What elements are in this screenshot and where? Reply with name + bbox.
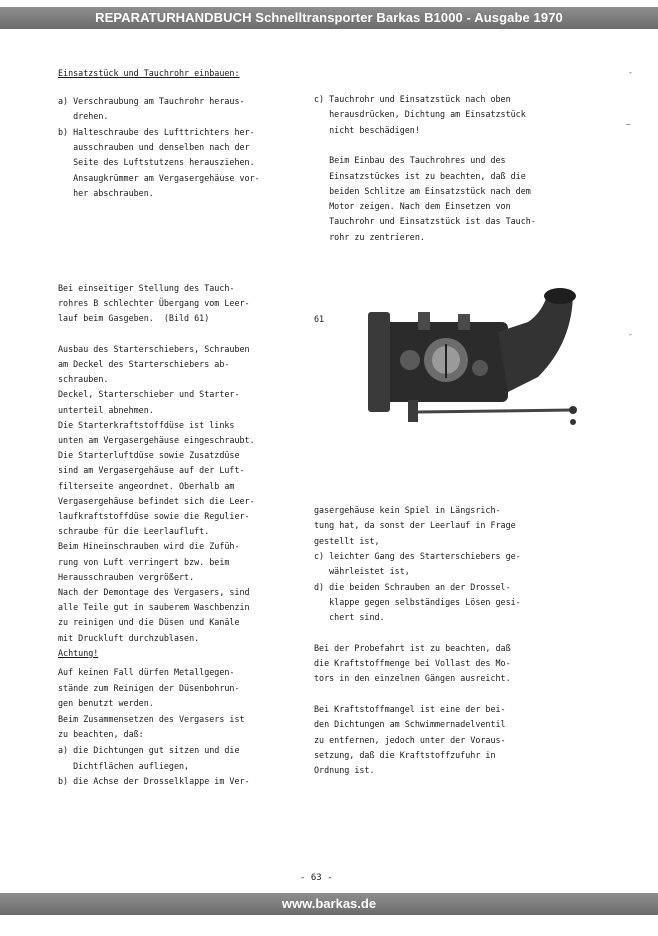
text-line: b) die Achse der Drosselklappe im Ver- bbox=[58, 776, 250, 787]
text-line: tors in den einzelnen Gängen ausreicht. bbox=[314, 673, 511, 684]
text-line: mit Druckluft durchzublasen. bbox=[58, 632, 200, 643]
text-line: den Dichtungen am Schwimmernadelventil bbox=[314, 719, 506, 730]
text-line: ausschrauben und denselben nach der bbox=[58, 141, 250, 152]
text-line: chert sind. bbox=[314, 612, 385, 623]
footer-banner: www.barkas.de bbox=[0, 893, 658, 915]
text-line: schrauben. bbox=[58, 374, 109, 385]
text-line: setzung, daß die Kraftstoffzufuhr in bbox=[314, 749, 496, 760]
text-line: Die Starterluftdüse sowie Zusatzdüse bbox=[58, 450, 240, 461]
text-line: am Deckel des Starterschiebers ab- bbox=[58, 359, 230, 369]
text-line: rohres B schlechter Übergang vom Leer- bbox=[58, 298, 250, 309]
text-line: b) Halteschraube des Lufttrichters her- bbox=[58, 126, 255, 137]
text-line: Ordnung ist. bbox=[314, 765, 375, 776]
text-line: laufkraftstoffdüse sowie die Regulier- bbox=[58, 511, 250, 521]
text-line: Beim Einbau des Tauchrohres und des bbox=[314, 155, 506, 166]
text-line: tung hat, da sonst der Leerlauf in Frage bbox=[314, 520, 516, 531]
figure-number: 61 bbox=[314, 314, 325, 324]
text-line: c) Tauchrohr und Einsatzstück nach oben bbox=[314, 94, 511, 104]
text-line: gasergehäuse kein Spiel in Längsrich- bbox=[314, 505, 501, 515]
text-line: die Kraftstoffmenge bei Vollast des Mo- bbox=[314, 658, 511, 668]
text-line: beiden Schlitze am Einsatzstück nach dem bbox=[314, 185, 531, 196]
text-line: Die Starterkraftstoffdüse ist links bbox=[58, 419, 235, 430]
text-line: zu reinigen und die Düsen und Kanäle bbox=[58, 617, 240, 628]
text-line: stände zum Reinigen der Düsenbohrun- bbox=[58, 682, 240, 693]
section-heading: Einsatzstück und Tauchrohr einbauen: bbox=[58, 68, 240, 78]
text-line: Nach der Demontage des Vergasers, sind bbox=[58, 587, 250, 597]
text-line: zu beachten, daß: bbox=[58, 729, 144, 740]
text-line: unten am Vergasergehäuse eingeschraubt. bbox=[58, 435, 255, 445]
text-line: Bei einseitiger Stellung des Tauch- bbox=[58, 283, 235, 293]
margin-mark: - bbox=[628, 330, 633, 339]
text-line: her abschrauben. bbox=[58, 187, 154, 198]
text-line: Beim Zusammensetzen des Vergasers ist bbox=[58, 713, 245, 724]
text-line: Herausschrauben vergrößert. bbox=[58, 571, 195, 582]
text-line: Dichtflächen aufliegen, bbox=[58, 760, 190, 771]
page-number: - 63 - bbox=[300, 873, 333, 883]
text-line: Bei Kraftstoffmangel ist eine der bei- bbox=[314, 703, 506, 714]
text-line: sind am Vergasergehäuse auf der Luft- bbox=[58, 465, 245, 476]
text-line: Motor zeigen. Nach dem Einsetzen von bbox=[314, 201, 511, 212]
margin-mark: - bbox=[628, 68, 633, 77]
text-line: Vergasergehäuse befindet sich die Leer- bbox=[58, 495, 255, 506]
text-line: gen benutzt werden. bbox=[58, 698, 154, 709]
text-line: Seite des Luftstutzens herausziehen. bbox=[58, 157, 255, 168]
text-line: klappe gegen selbständiges Lösen gesi- bbox=[314, 596, 521, 607]
text-line: gestellt ist, bbox=[314, 535, 380, 546]
text-line: Einsatzstückes ist zu beachten, daß die bbox=[314, 170, 526, 181]
text-line: schraube für die Leerlaufluft. bbox=[58, 526, 210, 537]
text-line: rung von Luft verringert bzw. beim bbox=[58, 556, 230, 567]
text-line: herausdrücken, Dichtung am Einsatzstück bbox=[314, 109, 526, 120]
text-line: rohr zu zentrieren. bbox=[314, 231, 425, 242]
text-line: Deckel, Starterschieber und Starter- bbox=[58, 389, 240, 400]
text-line: Auf keinen Fall dürfen Metallgegen- bbox=[58, 667, 235, 677]
text-line: lauf beim Gasgeben. (Bild 61) bbox=[58, 313, 210, 324]
text-line: zu entfernen, jedoch unter der Voraus- bbox=[314, 734, 506, 745]
text-line: alle Teile gut in sauberem Waschbenzin bbox=[58, 602, 250, 613]
text-line: Beim Hineinschrauben wird die Zufüh- bbox=[58, 541, 240, 552]
margin-mark: ~ bbox=[626, 120, 631, 129]
text-line: nicht beschädigen! bbox=[314, 124, 420, 135]
text-line: a) Verschraubung am Tauchrohr heraus- bbox=[58, 96, 245, 106]
text-line: Ansaugkrümmer am Vergasergehäuse vor- bbox=[58, 172, 260, 183]
text-line: währleistet ist, bbox=[314, 566, 410, 577]
text-line: Tauchrohr und Einsatzstück ist das Tauch- bbox=[314, 216, 536, 227]
text-line: a) die Dichtungen gut sitzen und die bbox=[58, 745, 240, 755]
text-line: d) die beiden Schrauben an der Drossel- bbox=[314, 581, 511, 592]
text-line: unterteil abnehmen. bbox=[58, 404, 154, 415]
text-line: c) leichter Gang des Starterschiebers ge- bbox=[314, 550, 521, 561]
warning-heading: Achtung! bbox=[58, 648, 99, 658]
header-banner: REPARATURHANDBUCH Schnelltransporter Barkas B1000 - Ausgabe 1970 bbox=[0, 7, 658, 29]
carburetor-photo bbox=[368, 282, 580, 462]
text-line: Ausbau des Starterschiebers, Schrauben bbox=[58, 343, 250, 354]
text-line: filterseite angeordnet. Oberhalb am bbox=[58, 480, 235, 491]
text-line: drehen. bbox=[58, 111, 109, 122]
text-line: Bei der Probefahrt ist zu beachten, daß bbox=[314, 642, 511, 653]
